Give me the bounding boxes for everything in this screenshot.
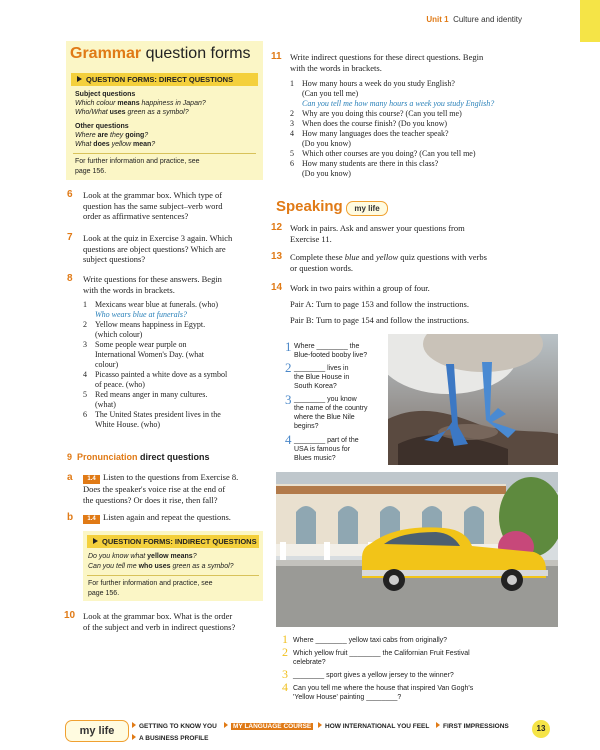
yellow-quiz-4: Can you tell me where the house that inspired Van Gogh's 'Yellow House' painting ________? [293,685,474,701]
grammar-box [66,41,263,180]
indirect-questions-bar: QUESTION FORMS: INDIRECT QUESTIONS [87,535,259,548]
footer-item[interactable]: FIRST IMPRESSIONS [436,722,509,730]
direct-questions-bar: QUESTION FORMS: DIRECT QUESTIONS [71,73,258,86]
list-item: 4 Picasso painted a white dove as a symbol [83,370,228,379]
quiz-number: 3 [285,392,292,407]
quiz-number: 1 [282,632,288,646]
exercise-9a: 1.4 Listen to the questions from Exercise 8. Does the speaker's voice rise at the end of the questions? Or does it rise, then fall? [83,472,239,505]
answer-example: Who wears blue at funerals? [95,310,187,319]
exercise-11: 11 Write indirect questions for these direct questions. Begin with the words in brackets. [271,51,484,73]
list-item: 6 How many students are there in this class? [290,159,439,168]
divider [73,153,256,154]
subject-example-2: Who/What uses green as a symbol? [75,109,189,116]
exercise-8-list [83,300,227,430]
blue-quiz-3: ________ you know the name of the country where the Blue Nile begins? [294,396,368,430]
list-item: 5 Which other courses are you doing? (Can you tell me) [290,149,476,158]
part-b-label: b [67,512,74,523]
exercise-14: 14 Work in two pairs within a group of four. [271,282,430,293]
indirect-questions-box [83,531,263,601]
other-example-1: Where are they going? [75,132,149,139]
list-item: 1 Mexicans wear blue at funerals. (who) [83,300,219,309]
further-info: For further information and practice, see [88,580,213,587]
list-item: International Women's Day. (what [95,350,204,359]
quiz-number: 2 [282,645,288,659]
exercise-11-list [290,79,494,179]
list-item: (which colour) [95,330,143,339]
indirect-example-2: Can you tell me who uses green as a symbol? [88,563,234,570]
exercise-6: 6 Look at the grammar box. Which type of question has the same subject–verb word order as affirmative sentences? [67,189,223,221]
list-item: 6 The United States president lives in the [83,410,221,419]
blue-quiz-2: ________ lives in the Blue House in South Korea? [294,365,350,390]
blue-quiz-1: Where ________ the Blue-footed booby live? [294,343,368,359]
grammar-title: Grammar question forms [70,45,251,62]
pronunciation-heading: 9 Pronunciation direct questions [67,452,210,462]
list-item: White House. (who) [95,420,161,429]
part-a-label: a [67,472,73,483]
other-heading: Other questions [75,123,129,130]
footer-item[interactable]: HOW INTERNATIONAL YOU FEEL [318,722,429,730]
quiz-number: 1 [285,339,292,354]
exercise-13: 13 Complete these blue and yellow quiz questions with verbs or question words. [271,251,487,273]
list-item: 5 Red means anger in many cultures. [83,390,208,399]
list-item: 4 How many languages does the teacher speak? [290,129,449,138]
subject-example-1: Which colour means happiness in Japan? [75,100,206,107]
exercise-10: 10 Look at the grammar box. What is the order of the subject and verb in indirect questions? [64,610,236,632]
quiz-number: 2 [285,360,292,375]
further-page: page 156. [75,168,107,175]
list-item: of peace. (who) [95,380,145,389]
quiz-number: 4 [282,680,288,694]
list-item: 2 Why are you doing this course? (Can you tell me) [290,109,462,118]
list-item: 3 Some people wear purple on [83,340,187,349]
footer-item-current[interactable]: MY LANGUAGE COURSE [224,722,313,730]
footer-item[interactable]: A BUSINESS PROFILE [132,734,208,742]
exercise-7: 7 Look at the quiz in Exercise 3 again. Which questions are object questions? Which are subject questions? [67,232,233,264]
list-item: 2 Yellow means happiness in Egypt. [83,320,206,329]
quiz-number: 3 [282,667,288,681]
footer [0,708,600,750]
subject-heading: Subject questions [75,91,136,98]
yellow-taxi-photo [276,472,558,627]
unit-header: Unit 1 Culture and identity [426,15,522,24]
yellow-quiz-3: ________ sport gives a yellow jersey to the winner? [293,672,454,679]
my-life-footer-badge: my life [65,720,129,742]
yellow-quiz-2: Which yellow fruit ________ the Californian Fruit Festival celebrate? [293,650,470,666]
list-item: (Can you tell me) [302,89,359,98]
blue-quiz-4: ________ part of the USA is famous for Blues music? [294,437,359,462]
list-item: (what) [95,400,116,409]
pair-b-instructions: Pair B: Turn to page 154 and follow the instructions. [290,315,469,325]
booby-bird-photo [388,334,558,465]
page-number: 13 [532,720,550,738]
divider [87,575,259,576]
list-item: 3 When does the course finish? (Do you know) [290,119,448,128]
indirect-example-1: Do you know what yellow means? [88,553,197,560]
further-info: For further information and practice, see [75,158,200,165]
further-page: page 156. [88,590,120,597]
audio-icon[interactable]: 1.4 [83,515,100,524]
list-item: colour) [95,360,119,369]
my-life-badge: my life [346,201,388,216]
other-example-2: What does yellow mean? [75,141,156,148]
footer-item[interactable]: GETTING TO KNOW YOU [132,722,217,730]
answer-example: Can you tell me how many hours a week you study English? [302,99,495,108]
exercise-8: 8 Write questions for these answers. Begin with the words in brackets. [67,273,222,295]
list-item: (Do you know) [302,139,351,148]
list-item: 1 How many hours a week do you study English? [290,79,455,88]
exercise-9b: 1.4 Listen again and repeat the questions. [83,512,231,524]
speaking-heading: Speaking [276,198,343,215]
corner-tab [580,0,600,42]
yellow-quiz-1: Where ________ yellow taxi cabs from originally? [293,637,448,644]
pair-a-instructions: Pair A: Turn to page 153 and follow the instructions. [290,299,469,309]
quiz-number: 4 [285,432,292,447]
list-item: (Do you know) [302,169,351,178]
audio-icon[interactable]: 1.4 [83,475,100,484]
exercise-12: 12 Work in pairs. Ask and answer your questions from Exercise 11. [271,222,465,244]
